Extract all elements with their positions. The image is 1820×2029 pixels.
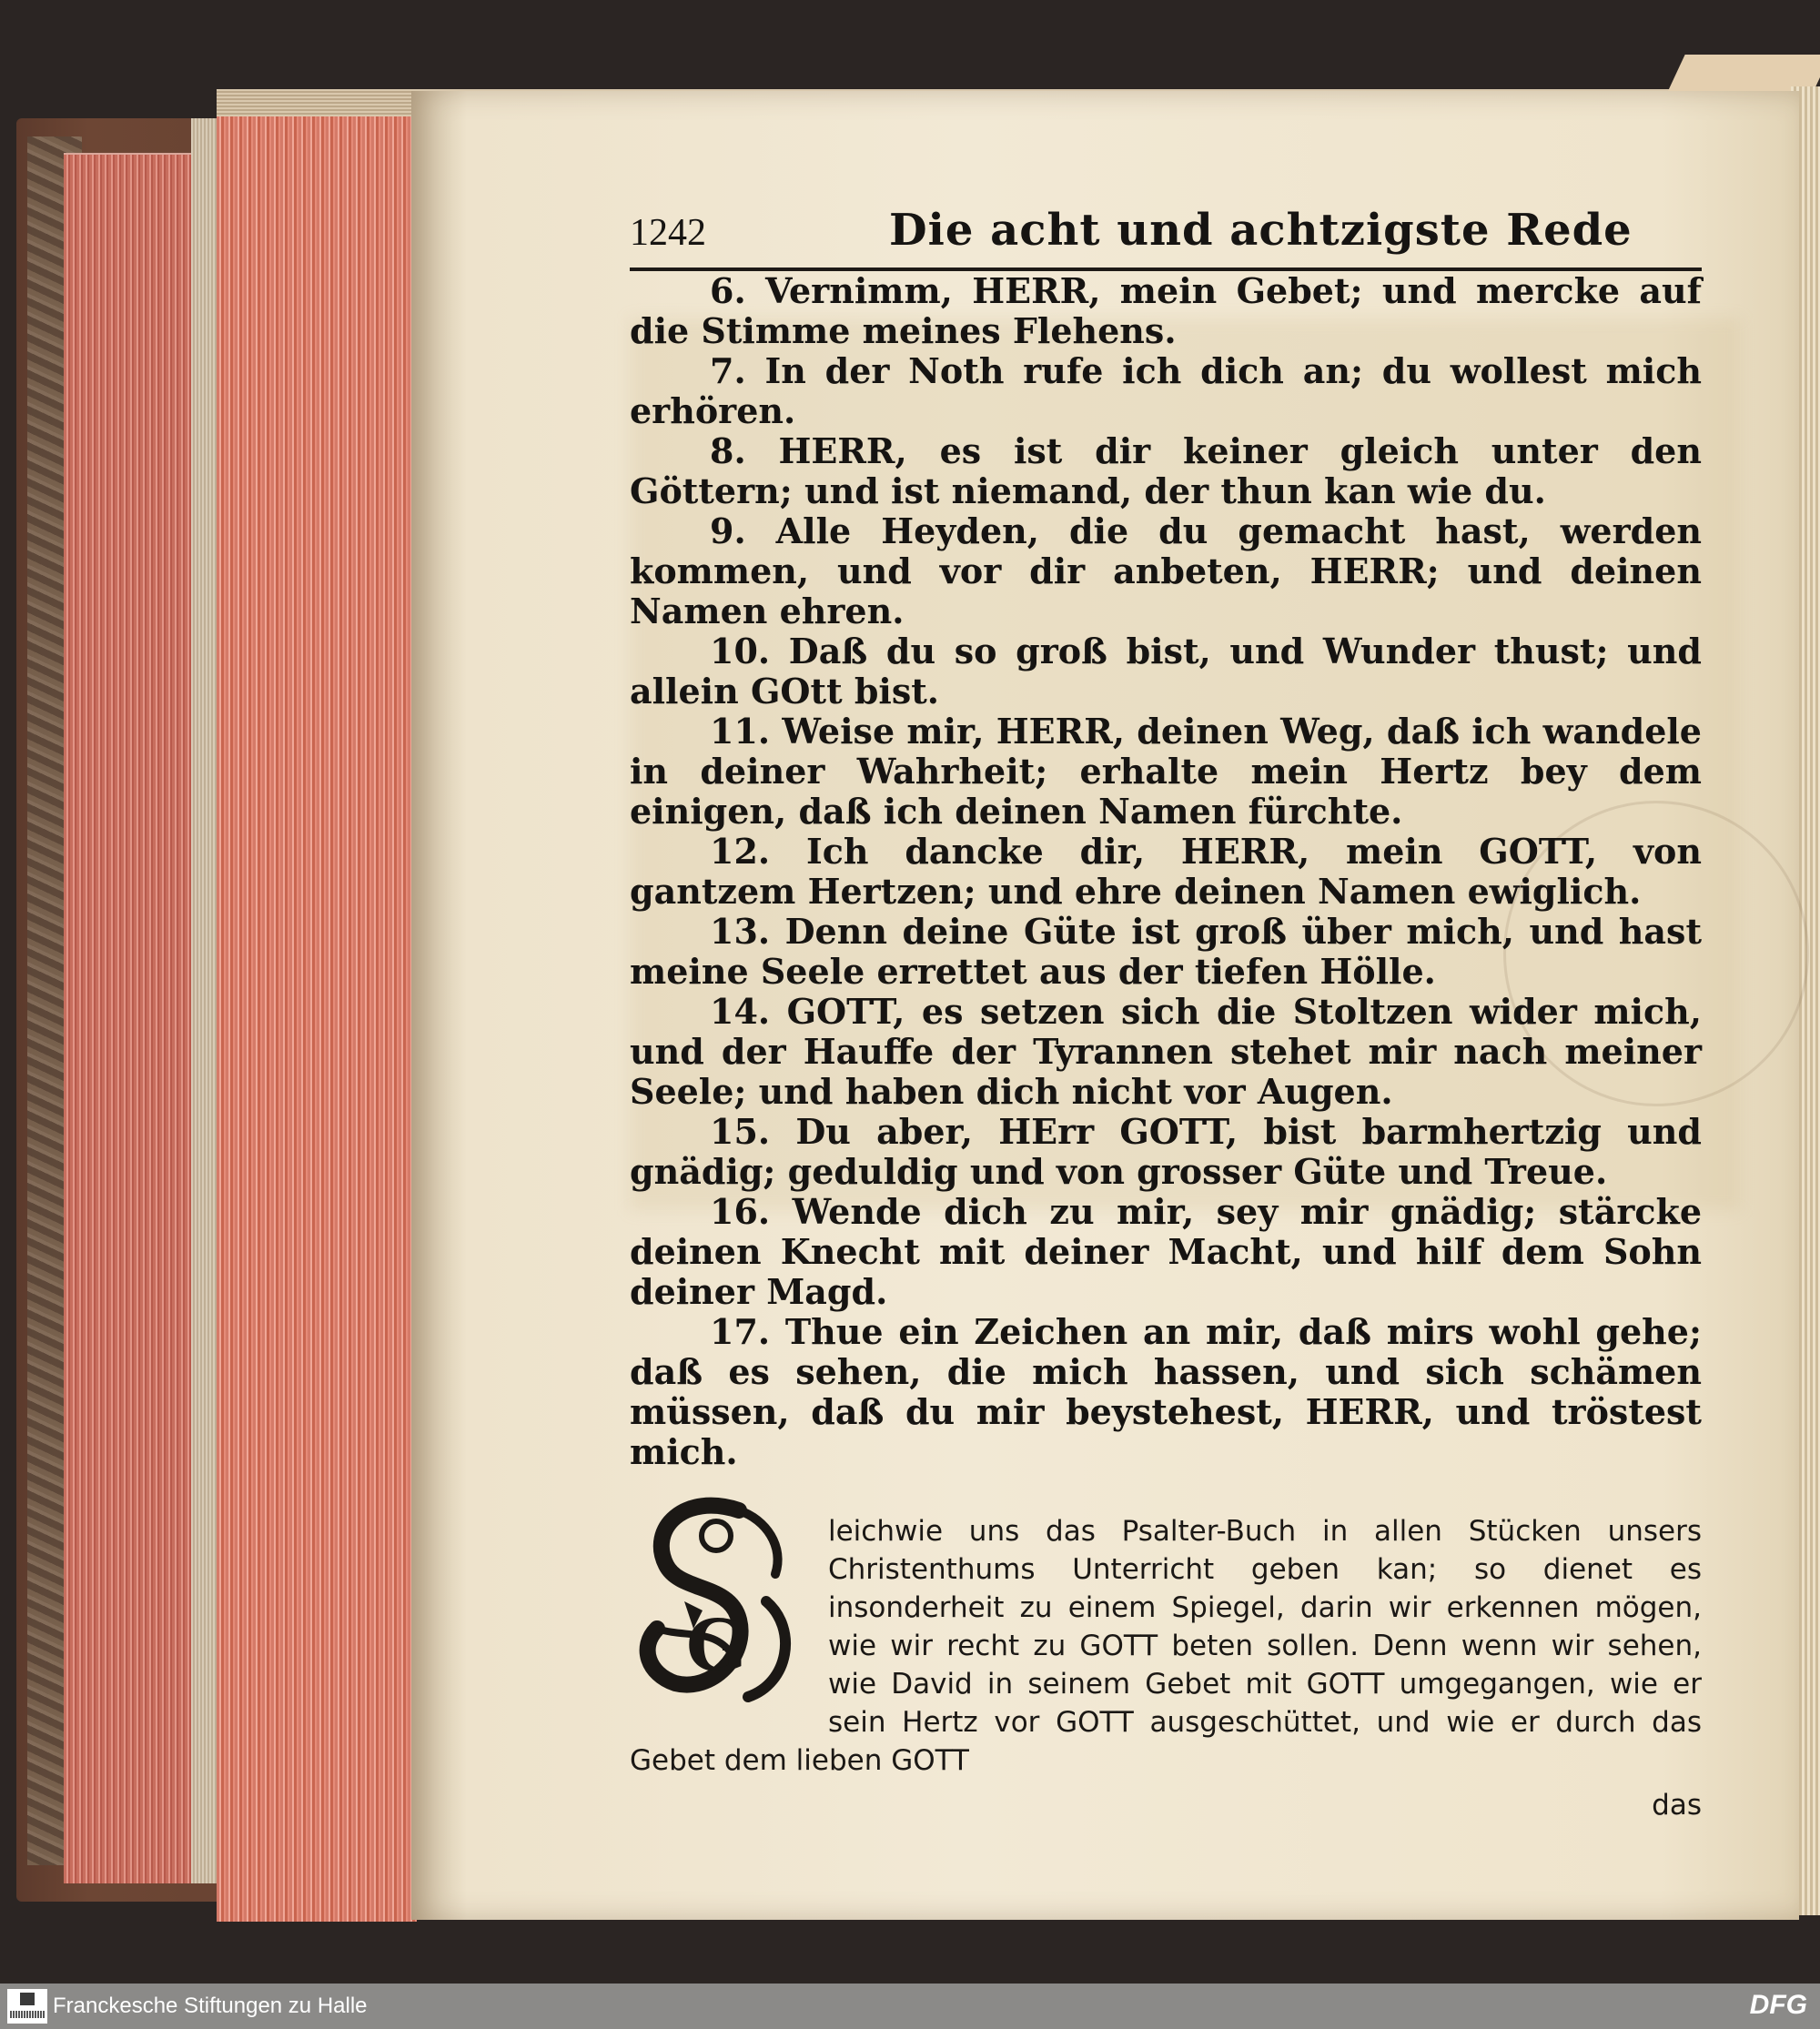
dfg-logo[interactable]: DFG	[1749, 1990, 1807, 2020]
decorated-initial-icon	[630, 1492, 812, 1711]
page-number: 1242	[630, 212, 706, 254]
verse: 14. GOTT, es setzen sich die Stoltzen wider mich, und der Hauffe der Tyrannen stehet mir nach meiner Seele; und haben dich nicht vor Augen.	[630, 991, 1702, 1112]
verse: 6. Vernimm, HERR, mein Gebet; und mercke auf die Stimme meines Flehens.	[630, 270, 1702, 351]
page-block-separator	[191, 118, 218, 1883]
verse: 16. Wende dich zu mir, sey mir gnädig; stärcke deinen Knecht mit deiner Macht, und hilf dem Sohn deiner Magd.	[630, 1191, 1702, 1312]
viewer-footer-bar	[0, 1984, 1820, 2029]
catchword: das	[1652, 1789, 1702, 1822]
page-header	[630, 200, 1722, 264]
commentary-paragraph	[630, 1512, 1702, 1780]
verse: 13. Denn deine Güte ist groß über mich, und hast meine Seele errettet aus der tiefen Hölle.	[630, 911, 1702, 992]
book-page	[411, 91, 1799, 1920]
red-page-edges-front	[217, 111, 417, 1922]
red-page-edges-back	[64, 155, 191, 1883]
page-content	[630, 200, 1722, 1822]
running-head: Die acht und achtzigste Rede	[889, 205, 1633, 256]
verse: 10. Daß du so groß bist, und Wunder thust; und allein GOtt bist.	[630, 631, 1702, 712]
verse: 7. In der Noth rufe ich dich an; du wollest mich erhören.	[630, 350, 1702, 431]
institution-logo-icon[interactable]	[7, 1989, 47, 2024]
verse: 12. Ich dancke dir, HERR, mein GOTT, von gantzem Hertzen; und ehre deinen Namen ewiglich.	[630, 831, 1702, 912]
verse: 15. Du aber, HErr GOTT, bist barmhertzig und gnädig; geduldig und von grosser Güte und Treue.	[630, 1111, 1702, 1192]
verse: 8. HERR, es ist dir keiner gleich unter den Göttern; und ist niemand, der thun kan wie du.	[630, 430, 1702, 511]
verse: 9. Alle Heyden, die du gemacht hast, werden kommen, und vor dir anbeten, HERR; und deinen Namen ehren.	[630, 510, 1702, 631]
verse: 17. Thue ein Zeichen an mir, daß mirs wohl gehe; daß es sehen, die mich hassen, und sich schämen müssen, daß du mir beystehest, HERR, und tröstest mich.	[630, 1311, 1702, 1472]
institution-label[interactable]: Franckesche Stiftungen zu Halle	[53, 1994, 368, 2018]
commentary-text: leichwie uns das Psalter-Buch in allen Stücken unsers Christenthums Unterricht geben kan; so dienet es insonderheit zu einem Spiegel, darin wir erkennen mögen, wie wir recht zu GOTT beten sollen. Denn wenn wir sehen, wie David in seinem Gebet mit GOTT umgegangen, wie er sein Hertz vor GOTT ausgeschüttet, und wie er durch das Gebet dem lieben GOTT	[630, 1515, 1702, 1777]
verse: 11. Weise mir, HERR, deinen Weg, daß ich wandele in deiner Wahrheit; erhalte mein Hertz bey dem einigen, daß ich deinen Namen fürchte.	[630, 711, 1702, 832]
psalm-verses	[630, 271, 1702, 1472]
initial-letter: G	[686, 1605, 747, 1688]
